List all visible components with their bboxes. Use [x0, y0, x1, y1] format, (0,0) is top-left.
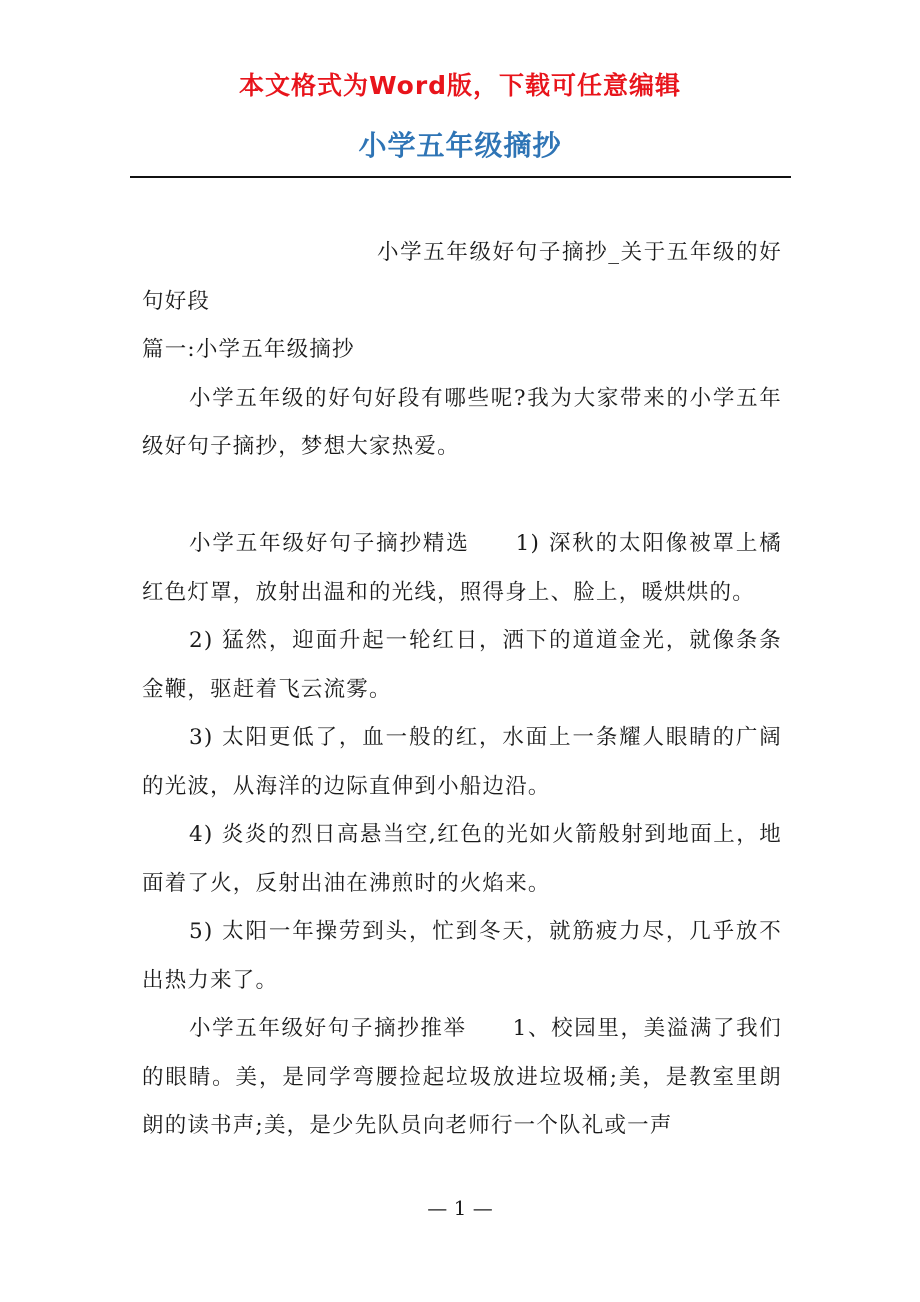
document-title: 小学五年级摘抄: [358, 129, 562, 162]
selection-heading: 小学五年级好句子摘抄精选: [189, 531, 470, 556]
article-subtitle: 小学五年级好句子摘抄_关于五年级的好句好段: [142, 240, 782, 314]
selection-item-3: 3) 太阳更低了，血一般的红，水面上一条耀人眼睛的广阔的光波，从海洋的边际直伸到小船边沿。: [142, 725, 782, 799]
intro-paragraph: 小学五年级的好句好段有哪些呢?我为大家带来的小学五年级好句子摘抄，梦想大家热爱。: [142, 385, 782, 459]
title-divider: [130, 176, 791, 178]
selection-paragraph: [142, 520, 782, 617]
recommend-paragraph: [142, 1005, 782, 1151]
selection-item-4: 4) 炎炎的烈日高悬当空,红色的光如火箭般射到地面上，地面着了火，反射出油在沸煎时的火焰来。: [142, 822, 782, 896]
selection-item-2: 2) 猛然，迎面升起一轮红日，洒下的道道金光，就像条条金鞭，驱赶着飞云流雾。: [142, 628, 782, 702]
paragraph-spacer: [142, 472, 782, 521]
format-notice: 本文格式为Word版，下载可任意编辑: [238, 71, 682, 100]
document-body: [142, 229, 782, 1151]
selection-item-1: 1) 深秋的太阳像被罩上橘红色灯罩，放射出温和的光线，照得身上、脸上，暖烘烘的。: [142, 531, 782, 605]
page-number: — 1 —: [427, 1196, 493, 1220]
recommend-item-1: 1、校园里，美溢满了我们的眼睛。美，是同学弯腰捡起垃圾放进垃圾桶;美，是教室里朗朗的读书声;美，是少先队员向老师行一个队礼或一声: [142, 1016, 782, 1138]
recommend-heading: 小学五年级好句子摘抄推举: [189, 1016, 467, 1041]
selection-item-5: 5) 太阳一年操劳到头，忙到冬天，就筋疲力尽，几乎放不出热力来了。: [142, 919, 782, 993]
section-heading: 篇一:小学五年级摘抄: [142, 337, 355, 362]
